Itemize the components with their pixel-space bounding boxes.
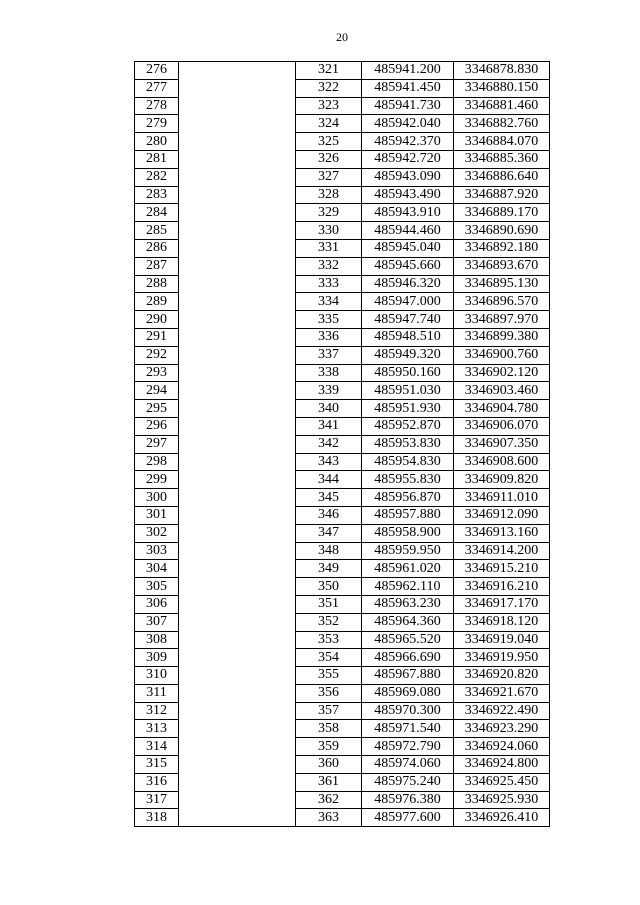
- merged-empty-cell: [179, 62, 296, 827]
- x-coordinate-cell: 485958.900: [362, 524, 454, 542]
- row-number-cell: 309: [135, 649, 179, 667]
- x-coordinate-cell: 485951.930: [362, 400, 454, 418]
- point-number-cell: 331: [296, 239, 362, 257]
- row-number-cell: 294: [135, 382, 179, 400]
- y-coordinate-cell: 3346923.290: [454, 720, 550, 738]
- point-number-cell: 332: [296, 257, 362, 275]
- y-coordinate-cell: 3346906.070: [454, 417, 550, 435]
- x-coordinate-cell: 485944.460: [362, 222, 454, 240]
- x-coordinate-cell: 485947.740: [362, 311, 454, 329]
- point-number-cell: 323: [296, 97, 362, 115]
- y-coordinate-cell: 3346878.830: [454, 62, 550, 80]
- point-number-cell: 342: [296, 435, 362, 453]
- row-number-cell: 306: [135, 595, 179, 613]
- y-coordinate-cell: 3346892.180: [454, 239, 550, 257]
- y-coordinate-cell: 3346925.450: [454, 773, 550, 791]
- row-number-cell: 290: [135, 311, 179, 329]
- y-coordinate-cell: 3346881.460: [454, 97, 550, 115]
- row-number-cell: 292: [135, 346, 179, 364]
- point-number-cell: 327: [296, 168, 362, 186]
- x-coordinate-cell: 485946.320: [362, 275, 454, 293]
- x-coordinate-cell: 485943.490: [362, 186, 454, 204]
- x-coordinate-cell: 485945.660: [362, 257, 454, 275]
- point-number-cell: 337: [296, 346, 362, 364]
- row-number-cell: 277: [135, 79, 179, 97]
- y-coordinate-cell: 3346880.150: [454, 79, 550, 97]
- row-number-cell: 311: [135, 684, 179, 702]
- point-number-cell: 363: [296, 809, 362, 827]
- y-coordinate-cell: 3346895.130: [454, 275, 550, 293]
- row-number-cell: 284: [135, 204, 179, 222]
- x-coordinate-cell: 485945.040: [362, 239, 454, 257]
- x-coordinate-cell: 485953.830: [362, 435, 454, 453]
- row-number-cell: 293: [135, 364, 179, 382]
- point-number-cell: 347: [296, 524, 362, 542]
- row-number-cell: 318: [135, 809, 179, 827]
- x-coordinate-cell: 485956.870: [362, 489, 454, 507]
- y-coordinate-cell: 3346885.360: [454, 150, 550, 168]
- row-number-cell: 282: [135, 168, 179, 186]
- row-number-cell: 301: [135, 506, 179, 524]
- row-number-cell: 286: [135, 239, 179, 257]
- row-number-cell: 303: [135, 542, 179, 560]
- y-coordinate-cell: 3346915.210: [454, 560, 550, 578]
- x-coordinate-cell: 485955.830: [362, 471, 454, 489]
- y-coordinate-cell: 3346909.820: [454, 471, 550, 489]
- row-number-cell: 304: [135, 560, 179, 578]
- point-number-cell: 354: [296, 649, 362, 667]
- x-coordinate-cell: 485941.200: [362, 62, 454, 80]
- point-number-cell: 350: [296, 578, 362, 596]
- x-coordinate-cell: 485972.790: [362, 738, 454, 756]
- point-number-cell: 356: [296, 684, 362, 702]
- x-coordinate-cell: 485974.060: [362, 756, 454, 774]
- row-number-cell: 308: [135, 631, 179, 649]
- point-number-cell: 330: [296, 222, 362, 240]
- x-coordinate-cell: 485971.540: [362, 720, 454, 738]
- y-coordinate-cell: 3346913.160: [454, 524, 550, 542]
- y-coordinate-cell: 3346884.070: [454, 133, 550, 151]
- point-number-cell: 324: [296, 115, 362, 133]
- y-coordinate-cell: 3346924.800: [454, 756, 550, 774]
- y-coordinate-cell: 3346914.200: [454, 542, 550, 560]
- y-coordinate-cell: 3346916.210: [454, 578, 550, 596]
- x-coordinate-cell: 485964.360: [362, 613, 454, 631]
- row-number-cell: 285: [135, 222, 179, 240]
- y-coordinate-cell: 3346899.380: [454, 328, 550, 346]
- x-coordinate-cell: 485976.380: [362, 791, 454, 809]
- x-coordinate-cell: 485967.880: [362, 667, 454, 685]
- row-number-cell: 300: [135, 489, 179, 507]
- point-number-cell: 360: [296, 756, 362, 774]
- y-coordinate-cell: 3346919.040: [454, 631, 550, 649]
- row-number-cell: 298: [135, 453, 179, 471]
- x-coordinate-cell: 485942.370: [362, 133, 454, 151]
- row-number-cell: 289: [135, 293, 179, 311]
- row-number-cell: 295: [135, 400, 179, 418]
- row-number-cell: 296: [135, 417, 179, 435]
- point-number-cell: 326: [296, 150, 362, 168]
- y-coordinate-cell: 3346893.670: [454, 257, 550, 275]
- row-number-cell: 287: [135, 257, 179, 275]
- x-coordinate-cell: 485966.690: [362, 649, 454, 667]
- x-coordinate-cell: 485963.230: [362, 595, 454, 613]
- y-coordinate-cell: 3346903.460: [454, 382, 550, 400]
- x-coordinate-cell: 485942.040: [362, 115, 454, 133]
- row-number-cell: 316: [135, 773, 179, 791]
- point-number-cell: 358: [296, 720, 362, 738]
- y-coordinate-cell: 3346897.970: [454, 311, 550, 329]
- row-number-cell: 283: [135, 186, 179, 204]
- y-coordinate-cell: 3346925.930: [454, 791, 550, 809]
- point-number-cell: 343: [296, 453, 362, 471]
- point-number-cell: 346: [296, 506, 362, 524]
- point-number-cell: 361: [296, 773, 362, 791]
- y-coordinate-cell: 3346886.640: [454, 168, 550, 186]
- point-number-cell: 351: [296, 595, 362, 613]
- row-number-cell: 302: [135, 524, 179, 542]
- y-coordinate-cell: 3346922.490: [454, 702, 550, 720]
- y-coordinate-cell: 3346920.820: [454, 667, 550, 685]
- page-number: 20: [336, 30, 348, 44]
- y-coordinate-cell: 3346887.920: [454, 186, 550, 204]
- y-coordinate-cell: 3346924.060: [454, 738, 550, 756]
- y-coordinate-cell: 3346890.690: [454, 222, 550, 240]
- row-number-cell: 307: [135, 613, 179, 631]
- point-number-cell: 359: [296, 738, 362, 756]
- y-coordinate-cell: 3346911.010: [454, 489, 550, 507]
- x-coordinate-cell: 485961.020: [362, 560, 454, 578]
- y-coordinate-cell: 3346896.570: [454, 293, 550, 311]
- point-number-cell: 344: [296, 471, 362, 489]
- row-number-cell: 310: [135, 667, 179, 685]
- row-number-cell: 297: [135, 435, 179, 453]
- point-number-cell: 352: [296, 613, 362, 631]
- y-coordinate-cell: 3346917.170: [454, 595, 550, 613]
- x-coordinate-cell: 485965.520: [362, 631, 454, 649]
- y-coordinate-cell: 3346921.670: [454, 684, 550, 702]
- point-number-cell: 341: [296, 417, 362, 435]
- row-number-cell: 312: [135, 702, 179, 720]
- y-coordinate-cell: 3346907.350: [454, 435, 550, 453]
- point-number-cell: 357: [296, 702, 362, 720]
- y-coordinate-cell: 3346918.120: [454, 613, 550, 631]
- row-number-cell: 317: [135, 791, 179, 809]
- row-number-cell: 315: [135, 756, 179, 774]
- x-coordinate-cell: 485970.300: [362, 702, 454, 720]
- x-coordinate-cell: 485941.450: [362, 79, 454, 97]
- coordinates-table: [134, 61, 550, 827]
- row-number-cell: 276: [135, 62, 179, 80]
- x-coordinate-cell: 485943.910: [362, 204, 454, 222]
- point-number-cell: 355: [296, 667, 362, 685]
- x-coordinate-cell: 485952.870: [362, 417, 454, 435]
- x-coordinate-cell: 485948.510: [362, 328, 454, 346]
- y-coordinate-cell: 3346889.170: [454, 204, 550, 222]
- coordinates-table-body: [135, 62, 550, 827]
- y-coordinate-cell: 3346882.760: [454, 115, 550, 133]
- point-number-cell: 340: [296, 400, 362, 418]
- row-number-cell: 288: [135, 275, 179, 293]
- y-coordinate-cell: 3346902.120: [454, 364, 550, 382]
- point-number-cell: 338: [296, 364, 362, 382]
- x-coordinate-cell: 485951.030: [362, 382, 454, 400]
- x-coordinate-cell: 485977.600: [362, 809, 454, 827]
- x-coordinate-cell: 485969.080: [362, 684, 454, 702]
- x-coordinate-cell: 485959.950: [362, 542, 454, 560]
- x-coordinate-cell: 485975.240: [362, 773, 454, 791]
- point-number-cell: 325: [296, 133, 362, 151]
- x-coordinate-cell: 485949.320: [362, 346, 454, 364]
- row-number-cell: 279: [135, 115, 179, 133]
- point-number-cell: 345: [296, 489, 362, 507]
- x-coordinate-cell: 485941.730: [362, 97, 454, 115]
- x-coordinate-cell: 485947.000: [362, 293, 454, 311]
- x-coordinate-cell: 485943.090: [362, 168, 454, 186]
- point-number-cell: 328: [296, 186, 362, 204]
- x-coordinate-cell: 485942.720: [362, 150, 454, 168]
- row-number-cell: 313: [135, 720, 179, 738]
- y-coordinate-cell: 3346919.950: [454, 649, 550, 667]
- x-coordinate-cell: 485950.160: [362, 364, 454, 382]
- point-number-cell: 335: [296, 311, 362, 329]
- point-number-cell: 321: [296, 62, 362, 80]
- x-coordinate-cell: 485954.830: [362, 453, 454, 471]
- x-coordinate-cell: 485962.110: [362, 578, 454, 596]
- point-number-cell: 334: [296, 293, 362, 311]
- point-number-cell: 353: [296, 631, 362, 649]
- row-number-cell: 280: [135, 133, 179, 151]
- row-number-cell: 291: [135, 328, 179, 346]
- point-number-cell: 322: [296, 79, 362, 97]
- point-number-cell: 362: [296, 791, 362, 809]
- y-coordinate-cell: 3346912.090: [454, 506, 550, 524]
- row-number-cell: 305: [135, 578, 179, 596]
- row-number-cell: 278: [135, 97, 179, 115]
- y-coordinate-cell: 3346926.410: [454, 809, 550, 827]
- row-number-cell: 299: [135, 471, 179, 489]
- row-number-cell: 281: [135, 150, 179, 168]
- point-number-cell: 336: [296, 328, 362, 346]
- point-number-cell: 348: [296, 542, 362, 560]
- x-coordinate-cell: 485957.880: [362, 506, 454, 524]
- row-number-cell: 314: [135, 738, 179, 756]
- y-coordinate-cell: 3346908.600: [454, 453, 550, 471]
- table-row: [135, 62, 550, 80]
- point-number-cell: 349: [296, 560, 362, 578]
- point-number-cell: 333: [296, 275, 362, 293]
- point-number-cell: 339: [296, 382, 362, 400]
- y-coordinate-cell: 3346900.760: [454, 346, 550, 364]
- y-coordinate-cell: 3346904.780: [454, 400, 550, 418]
- point-number-cell: 329: [296, 204, 362, 222]
